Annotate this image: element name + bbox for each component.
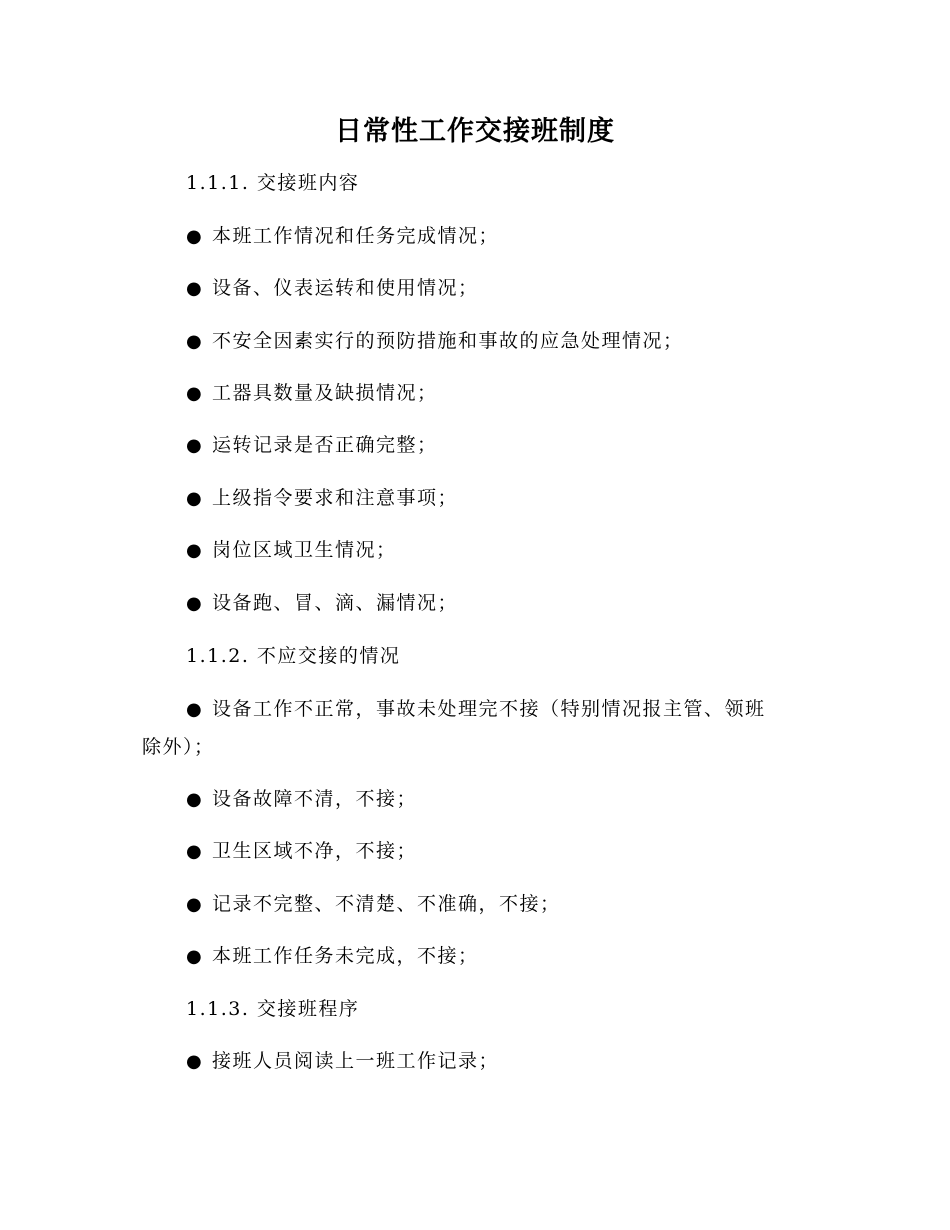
list-item: ● 本班工作情况和任务完成情况； (186, 222, 499, 251)
bullet-icon: ● (186, 789, 202, 810)
document-title: 日常性工作交接班制度 (335, 116, 615, 147)
bullet-icon: ● (186, 226, 202, 247)
list-item: ● 设备工作不正常，事故未处理完不接（特别情况报主管、领班 (186, 695, 766, 724)
bullet-icon: ● (186, 540, 202, 561)
list-item: ● 接班人员阅读上一班工作记录； (186, 1047, 499, 1076)
list-item: ● 设备、仪表运转和使用情况； (186, 274, 479, 303)
bullet-icon: ● (186, 1051, 202, 1072)
list-item: ● 运转记录是否正确完整； (186, 431, 438, 460)
bullet-icon: ● (186, 946, 202, 967)
bullet-icon: ● (186, 699, 202, 720)
bullet-icon: ● (186, 593, 202, 614)
list-item: ● 岗位区域卫生情况； (186, 536, 397, 565)
bullet-icon: ● (186, 894, 202, 915)
section-heading-2: 1.1.2. 不应交接的情况 (186, 645, 401, 667)
list-item: ● 本班工作任务未完成，不接； (186, 942, 479, 971)
list-item: ● 不安全因素实行的预防措施和事故的应急处理情况； (186, 327, 684, 356)
bullet-icon: ● (186, 841, 202, 862)
list-item-continuation: 除外）； (142, 736, 215, 758)
bullet-icon: ● (186, 278, 202, 299)
bullet-icon: ● (186, 383, 202, 404)
list-item: ● 设备故障不清，不接； (186, 785, 417, 814)
list-item: ● 上级指令要求和注意事项； (186, 484, 458, 513)
bullet-icon: ● (186, 435, 202, 456)
bullet-icon: ● (186, 331, 202, 352)
section-heading-1: 1.1.1. 交接班内容 (186, 172, 360, 194)
list-item: ● 记录不完整、不清楚、不准确，不接； (186, 890, 561, 919)
list-item: ● 工器具数量及缺损情况； (186, 379, 438, 408)
list-item: ● 设备跑、冒、滴、漏情况； (186, 589, 458, 618)
bullet-icon: ● (186, 488, 202, 509)
section-heading-3: 1.1.3. 交接班程序 (186, 998, 360, 1020)
list-item: ● 卫生区域不净，不接； (186, 837, 417, 866)
